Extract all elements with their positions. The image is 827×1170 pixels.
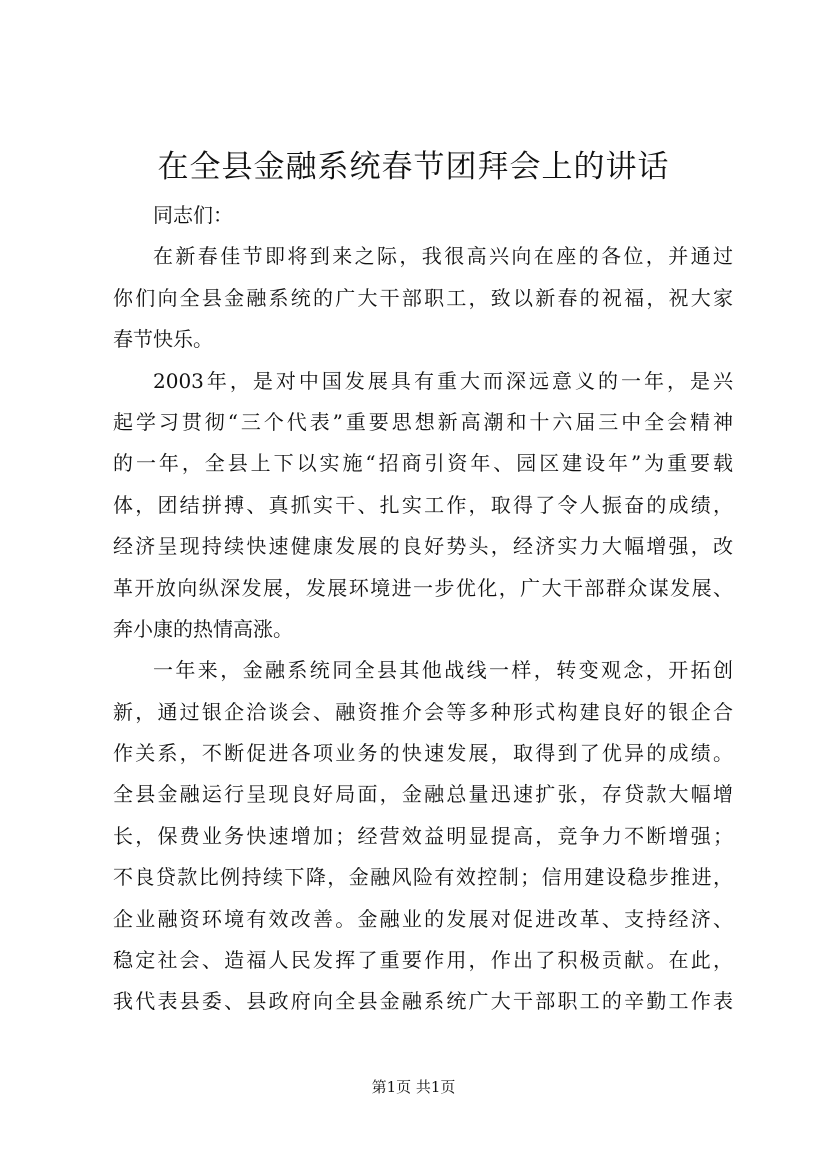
text-line: 奔小康的热情高涨。	[113, 616, 293, 641]
text-line: 在新春佳节即将到来之际，我很高兴向在座的各位，并通过	[153, 244, 733, 269]
text-line: 起学习贯彻“三个代表”重要思想新高潮和十六届三中全会精神	[113, 409, 733, 434]
text-line: 革开放向纵深发展，发展环境进一步优化，广大干部群众谋发展、	[113, 575, 733, 600]
text-line: 我代表县委、县政府向全县金融系统广大干部职工的辛勤工作表	[113, 989, 733, 1014]
text-line: 作关系，不断促进各项业务的快速发展，取得到了优异的成绩。	[113, 741, 733, 766]
document-title: 在全县金融系统春节团拜会上的讲话	[157, 149, 670, 185]
text-line: 全县金融运行呈现良好局面，金融总量迅速扩张，存贷款大幅增	[113, 782, 733, 807]
text-line: 不良贷款比例持续下降，金融风险有效控制；信用建设稳步推进，	[113, 865, 733, 890]
text-line: 新，通过银企洽谈会、融资推介会等多种形式构建良好的银企合	[113, 699, 733, 724]
document-body	[113, 195, 733, 1023]
text-line: 同志们：	[153, 203, 233, 227]
text-line: 春节快乐。	[113, 327, 213, 352]
text-line: 2003年，是对中国发展具有重大而深远意义的一年，是兴	[153, 368, 733, 393]
text-line: 稳定社会、造福人民发挥了重要作用，作出了积极贡献。在此，	[113, 948, 733, 973]
text-line: 经济呈现持续快速健康发展的良好势头，经济实力大幅增强，改	[113, 534, 733, 559]
text-line: 长，保费业务快速增加；经营效益明显提高，竞争力不断增强；	[113, 823, 733, 848]
page-footer: 第1页 共1页	[371, 1078, 456, 1096]
text-line: 的一年，全县上下以实施“招商引资年、园区建设年”为重要载	[113, 451, 733, 476]
text-line: 一年来，金融系统同全县其他战线一样，转变观念，开拓创	[153, 658, 733, 683]
text-line: 企业融资环境有效改善。金融业的发展对促进改革、支持经济、	[113, 906, 733, 931]
text-line: 体，团结拼搏、真抓实干、扎实工作，取得了令人振奋的成绩，	[113, 492, 733, 517]
text-line: 你们向全县金融系统的广大干部职工，致以新春的祝福，祝大家	[113, 285, 733, 310]
